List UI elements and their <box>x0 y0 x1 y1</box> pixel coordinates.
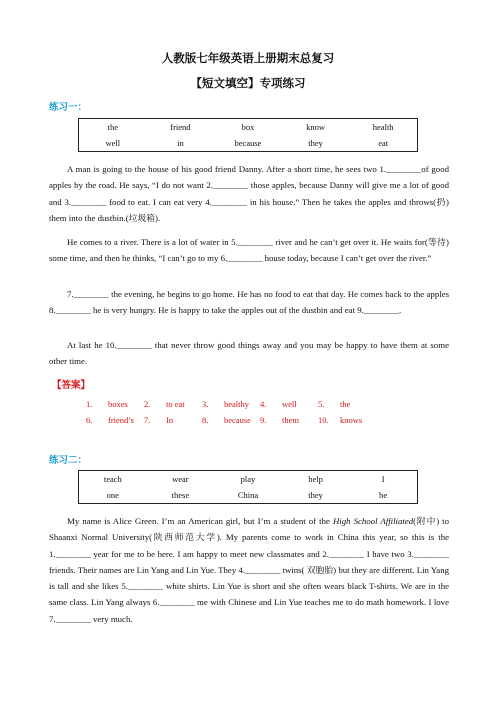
exercise1-word-box <box>78 118 418 152</box>
answer-word: to eat <box>166 399 185 409</box>
paragraph-text: (附中) to Shaanxi Normal University(陕西师范大学). My parents come to work in China this year, so this is the 1.________ year for me to be here. I am happy to meet new classmates and 2.________ I have two 3.________ friends. Their names are Lin Yang and Lin Yue. They 4.________ twins( 双胞胎) but they are different. Lin Yang is tall and she likes 5.________ white shirts. Lin Yue is short and she often wears black T-shirts. We are in the same class. Lin Yang always 6.________ me with Chinese and Lin Yue teaches me to do math homework. I love 7.________ very much. <box>49 516 450 624</box>
word-box-row <box>79 135 417 151</box>
exercise2-paragraph <box>49 513 449 627</box>
word-box-cell: friend <box>170 122 191 132</box>
word-box-cell: box <box>241 122 255 132</box>
answer-word: friend’s <box>108 415 134 425</box>
word-box-row <box>79 119 417 135</box>
answer-list <box>86 396 380 428</box>
answer-word: healthy <box>224 399 250 409</box>
word-box-cell: they <box>308 138 323 148</box>
exercise1-paragraph-4: At last he 10.________ that never throw good things away and you may be happy to have them at some other time. <box>49 340 449 367</box>
word-box-cell: these <box>171 490 190 500</box>
answer-word: boxes <box>108 399 128 409</box>
answer-word: because <box>224 415 251 425</box>
answer-number: 6. <box>86 415 93 425</box>
word-box-cell: the <box>107 122 118 132</box>
word-box-cell: in <box>177 138 184 148</box>
word-box-cell: one <box>106 490 119 500</box>
exercise2-word-box <box>78 470 418 504</box>
answer-word: knows <box>340 415 363 425</box>
exercise1-paragraph-2: He comes to a river. There is a lot of water in 5.________ river and he can’t get over it. He waits for(等待) some time, and then he thinks, “I can’t go to my 6.________ house today, because I can’t get over the river.” <box>49 237 449 264</box>
word-box-cell: teach <box>103 474 122 484</box>
word-box-cell: China <box>237 490 259 500</box>
word-box-cell: well <box>105 138 121 148</box>
answer-number: 8. <box>202 415 209 425</box>
answer-number: 3. <box>202 399 209 409</box>
exercise1-label: 练习一： <box>49 102 88 113</box>
exercise1-paragraph-1: A man is going to the house of his good friend Danny. After a short time, he sees two 1.________of good apples by the road. He says, “I do not want 2.________ those apples, because Danny will give me a lot of good and 3.________ food to eat. I can eat very 4.________ in his house.” Then he takes the apples and throws(扔) them into the dustbin.(垃圾箱). <box>49 164 449 223</box>
word-box-cell: be <box>379 490 388 500</box>
exercise2-label: 练习二： <box>49 455 88 466</box>
answer-number: 2. <box>144 399 151 409</box>
word-box-cell: help <box>308 474 323 484</box>
answer-row <box>86 412 380 428</box>
answer-number: 1. <box>86 399 93 409</box>
answer-number: 9. <box>260 415 267 425</box>
word-box-row <box>79 471 417 487</box>
document-subtitle: 【短文填空】专项练习 <box>190 76 306 90</box>
word-box-cell: know <box>306 122 326 132</box>
word-box-cell: I <box>381 474 385 484</box>
paragraph-text: My name is Alice Green. I’m an American girl, but I’m a student of the <box>67 516 333 526</box>
word-box-cell: they <box>308 490 323 500</box>
answer-number: 5. <box>318 399 325 409</box>
word-box-cell: play <box>240 474 256 484</box>
word-box-cell: eat <box>378 138 389 148</box>
answer-word: the <box>340 399 351 409</box>
paragraph-italic-text: High School Affiliated <box>332 516 414 526</box>
word-box-row <box>79 487 417 503</box>
answer-number: 4. <box>260 399 267 409</box>
word-box-cell: health <box>372 122 394 132</box>
document-title: 人教版七年级英语上册期末总复习 <box>161 51 335 65</box>
answer-number: 7. <box>144 415 151 425</box>
exercise1-paragraph-3: 7.________ the evening, he begins to go home. He has no food to eat that day. He comes back to the apples 8.________ he is very hungry. He is happy to take the apples out of the dustbin and eat 9.________. <box>49 289 449 316</box>
answer-word: In <box>166 415 174 425</box>
answer-row <box>86 396 380 412</box>
answer-number: 10. <box>318 415 329 425</box>
word-box-cell: wear <box>172 474 189 484</box>
word-box-cell: because <box>234 138 262 148</box>
answer-word: well <box>282 399 297 409</box>
answer-label: 【答案】 <box>52 380 91 391</box>
answer-word: them <box>282 415 299 425</box>
